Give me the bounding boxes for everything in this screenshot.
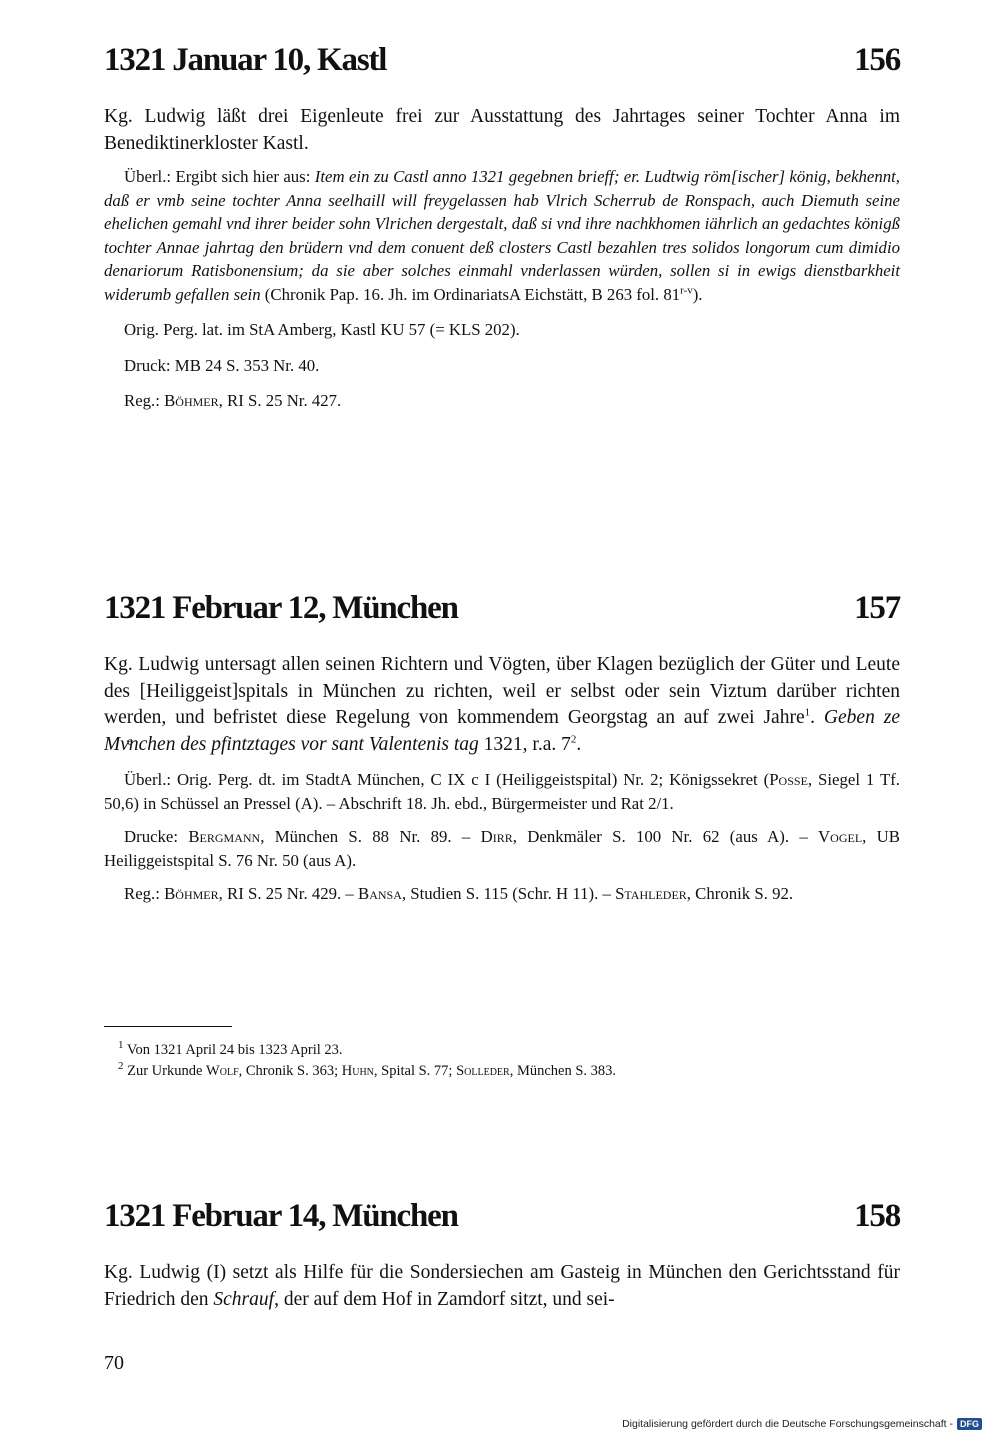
- note-label: Überl.: Ergibt sich hier aus:: [124, 167, 315, 186]
- entry-158: [104, 1196, 900, 1313]
- regest-text: Kg. Ludwig untersagt allen seinen Richtern und Vögten, über Klagen bezüglich der Güter und Leute des [Heiliggeist]spitals in München zu richten, weil er selbst oder sein Viztum darüber richten werden, und befristet diese Regelung von kommendem Georgstag an auf zwei Jahre$^1$. Geben ze Mvͤnchen des pfintztages vor sant Valentenis tag 1321, r.a. $7^2$.: [104, 654, 900, 755]
- footnote-separator: [104, 1026, 232, 1027]
- footnote-text: , München S. 383.: [509, 1063, 617, 1079]
- author-name: Böhmer: [164, 391, 219, 410]
- note-label: Drucke:: [124, 827, 189, 846]
- author-name: Böhmer: [164, 884, 219, 903]
- regest-tail: , der auf dem Hof in Zamdorf sitzt, und sei-: [274, 1288, 615, 1310]
- note-end: ).: [692, 284, 703, 304]
- author-name: Bansa: [358, 884, 402, 903]
- entry-heading: [104, 588, 900, 628]
- author-name: Dirr: [480, 827, 513, 846]
- author-name: Wolf: [206, 1063, 239, 1079]
- footnote-2: [118, 1061, 898, 1082]
- author-name: Huhn: [341, 1063, 374, 1079]
- regest-main: Kg. Ludwig (I) setzt als Hilfe für die Sondersiechen am Gasteig in München den Gerichtsstand für Friedrich den: [104, 1262, 900, 1310]
- note-text: , RI S. 25 Nr. 429. –: [218, 884, 359, 903]
- drucke-note: [104, 825, 900, 872]
- entry-date-place: 1321 Februar 14, München: [104, 1198, 458, 1234]
- entry-157: [104, 588, 900, 906]
- footnote-text: Zur Urkunde: [127, 1063, 207, 1079]
- italic-name: Schrauf: [213, 1288, 275, 1310]
- page-number: 70: [104, 1352, 124, 1374]
- note-text: , Studien S. 115 (Schr. H 11). –: [401, 884, 616, 903]
- regest-reference-note: [104, 882, 900, 906]
- author-name: Vogel: [818, 827, 863, 846]
- regest-reference-note: [104, 389, 900, 413]
- footnote-text: , Spital S. 77;: [373, 1063, 457, 1079]
- footnote-ref-1: 1: [804, 706, 811, 719]
- folio-superscript: r-v: [680, 283, 693, 296]
- entry-156: [104, 40, 900, 413]
- note-text: , UB Heiliggeistspital S. 76 Nr. 50 (aus A).: [104, 827, 900, 870]
- note-text: (Chronik Pap. 16. Jh. im OrdinariatsA Eichstätt, B 263 fol. 81: [260, 284, 681, 304]
- entry-number: 157: [854, 590, 900, 626]
- note-label: Reg.:: [124, 391, 165, 410]
- footnote-1: [118, 1040, 898, 1061]
- note-label: Reg.:: [124, 884, 165, 903]
- quoted-dating: Geben ze Mvͤnchen des pfintztages vor sant Valentenis tag: [104, 707, 900, 755]
- note-text: , Denkmäler S. 100 Nr. 62 (aus A). –: [512, 827, 819, 846]
- dfg-logo: DFG: [957, 1418, 982, 1430]
- author-name: Stahleder: [615, 884, 687, 903]
- regest-tail: 1321, r.a. 7: [478, 733, 571, 755]
- original-note: Orig. Perg. lat. im StA Amberg, Kastl KU 57 (= KLS 202).: [124, 320, 520, 339]
- dfg-credit: [622, 1418, 982, 1430]
- footnote-mark: 2: [118, 1060, 124, 1073]
- entry-date-place: 1321 Januar 10, Kastl: [104, 42, 387, 78]
- entry-number: 158: [854, 1198, 900, 1234]
- entry-heading: [104, 40, 900, 80]
- entry-date-place: 1321 Februar 12, München: [104, 590, 458, 626]
- author-name: Solleder: [456, 1063, 510, 1079]
- quoted-source: Item ein zu Castl anno 1321 gegebnen brieff; er. Ludtwig röm[ischer] könig, bekhennt, daß er vmb seine tochter Anna seelhaill will freygelassen hab Vlrich Scherrub de Ronspach, auch Diemuth seine ehelichen gemahl vnd ihrer beider sohn Vlrichen dergestalt, daß si vnd ihre nachkhomen iährlich an gedachtes königß tochter Annae jahrtag den brüdern vnd dem conuent deß closters Castl bezahlen tres solidos longorum cum dimidio denariorum Ratisbonensium; da sie aber solches einmahl vnderlassen würden, sollen si in ewigs dienstbarkheit widerumb gefallen sein: [104, 167, 900, 304]
- note-text: , Chronik S. 92.: [686, 884, 794, 903]
- author-name: Posse: [769, 770, 808, 789]
- dfg-credit-text: Digitalisierung gefördert durch die Deutsche Forschungsgemeinschaft -: [622, 1418, 953, 1430]
- regest-text: Kg. Ludwig läßt drei Eigenleute frei zur Ausstattung des Jahrtages seiner Tochter Anna im Benediktinerkloster Kastl.: [104, 106, 900, 154]
- note-text: , RI S. 25 Nr. 427.: [218, 391, 342, 410]
- footnote-text: , Chronik S. 363;: [238, 1063, 342, 1079]
- note-text: , München S. 88 Nr. 89. –: [260, 827, 481, 846]
- regest-main: Kg. Ludwig untersagt allen seinen Richtern und Vögten, über Klagen bezüglich der Güter und Leute des [Heiliggeist]spitals in München zu richten, weil er selbst oder sein Viztum darüber richten werden, und befristet diese Regelung von kommendem Georgstag an auf zwei Jahre: [104, 654, 900, 728]
- footnotes: [118, 1040, 898, 1082]
- note-text: Überl.: Orig. Perg. dt. im StadtA München, C IX c I (Heiliggeistspital) Nr. 2; Königssekret (: [124, 770, 770, 789]
- regest-text: [104, 1260, 900, 1313]
- footnote-ref-2: 2: [570, 733, 577, 745]
- ueberlieferung-note: [104, 165, 900, 306]
- author-name: Bergmann: [188, 827, 261, 846]
- note-text: , Siegel 1 Tf. 50,6) in Schüssel an Pressel (A). – Abschrift 18. Jh. ebd., Bürgermeister und Rat 2/1.: [104, 770, 900, 813]
- ueberlieferung-note: [104, 768, 900, 815]
- druck-note: Druck: MB 24 S. 353 Nr. 40.: [124, 355, 320, 375]
- footnote-text: Von 1321 April 24 bis 1323 April 23.: [126, 1042, 343, 1058]
- footnote-mark: 1: [118, 1039, 124, 1052]
- entry-heading: [104, 1196, 900, 1236]
- entry-number: 156: [854, 42, 900, 78]
